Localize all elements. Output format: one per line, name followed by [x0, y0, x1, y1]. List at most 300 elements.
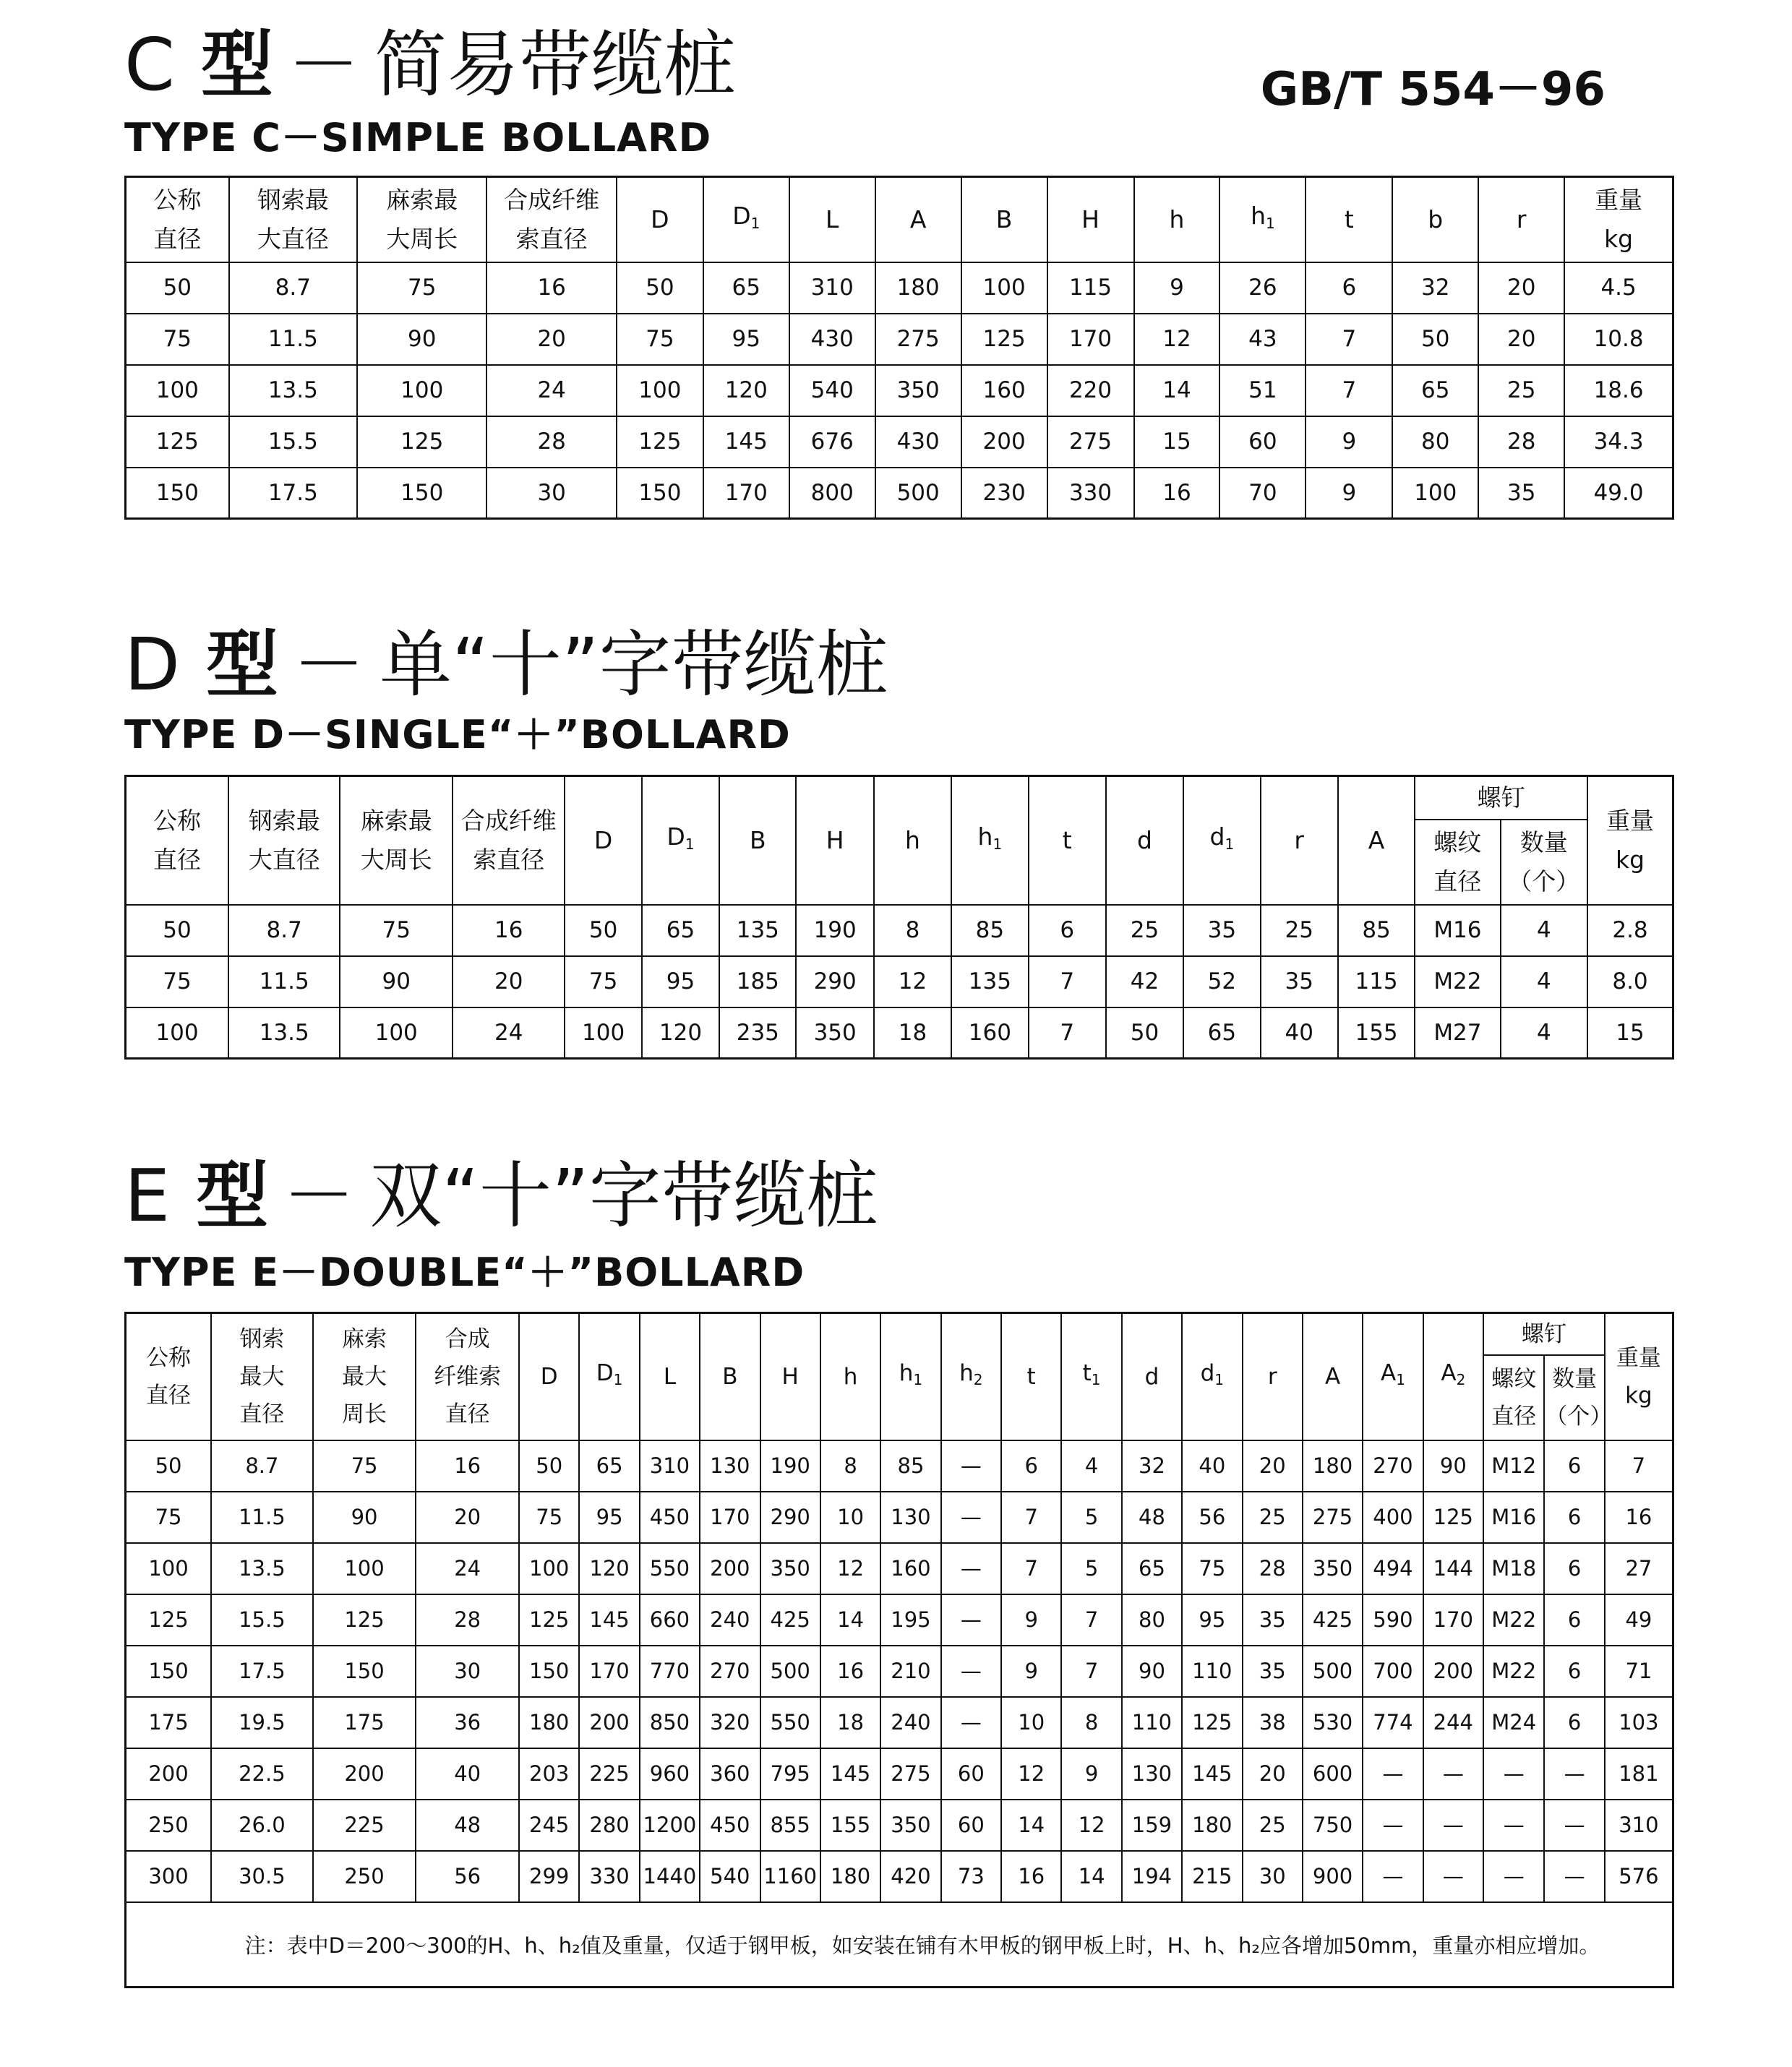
type-c-cell: 49.0 — [1564, 468, 1673, 519]
type-d-header-10-symbol: h — [977, 822, 993, 851]
type-e-header-15 — [1122, 1313, 1182, 1440]
type-e-row-200 — [126, 1748, 1673, 1800]
type-c-header-9-line-1: B — [995, 205, 1013, 233]
type-e-cell: 425 — [1303, 1594, 1363, 1646]
type-e-cell: 48 — [1122, 1492, 1182, 1543]
type-d-body — [126, 905, 1673, 1059]
type-e-cell: 75 — [519, 1492, 579, 1543]
type-c-cell: 17.5 — [229, 468, 357, 519]
type-e-note-row — [126, 1902, 1673, 1988]
type-d-cell: 65 — [642, 905, 719, 956]
type-e-header-19-symbol: A — [1380, 1360, 1397, 1387]
type-e-row-125 — [126, 1594, 1673, 1646]
type-e-cell: 310 — [1605, 1800, 1673, 1851]
type-d-header-13 — [1183, 776, 1260, 905]
type-c-header-1-line-1: 公称 — [153, 185, 202, 214]
type-e-cell: 550 — [760, 1697, 820, 1748]
type-d-cell: M16 — [1415, 905, 1500, 956]
type-e-cell: 225 — [579, 1748, 639, 1800]
type-c-header-3 — [357, 177, 486, 262]
type-c-header-10 — [1047, 177, 1134, 262]
type-e-header-2-line-2: 最大 — [239, 1363, 285, 1390]
type-c-cell: 80 — [1392, 416, 1478, 468]
type-d-header-screw-1-line-1: 螺纹 — [1433, 828, 1482, 856]
type-e-cell: 170 — [1423, 1594, 1483, 1646]
type-c-body — [126, 262, 1673, 519]
type-e-cell: 795 — [760, 1748, 820, 1800]
type-e-cell: 40 — [1182, 1440, 1242, 1492]
type-e-cell: 24 — [416, 1543, 519, 1594]
type-d-cell: 12 — [874, 956, 951, 1007]
type-d-cell: 11.5 — [228, 956, 340, 1007]
type-c-header-1 — [126, 177, 229, 262]
type-e-cell: 144 — [1423, 1543, 1483, 1594]
type-e-cell: 203 — [519, 1748, 579, 1800]
type-e-cell: 200 — [700, 1543, 760, 1594]
type-e-cell: 4 — [1061, 1440, 1121, 1492]
type-d-header-2-line-1: 钢索最 — [248, 806, 320, 835]
type-e-cell: — — [1423, 1851, 1483, 1902]
type-e-cell: 85 — [880, 1440, 940, 1492]
type-d-header-6-symbol: D — [666, 822, 685, 851]
type-c-cell: 125 — [357, 416, 486, 468]
type-d-cell: 16 — [453, 905, 565, 956]
type-c-cell: 120 — [703, 365, 789, 416]
type-e-header-screw-2-line-1: 数量 — [1552, 1365, 1598, 1392]
type-e-cell: — — [1363, 1748, 1423, 1800]
type-e-cell: 14 — [1001, 1800, 1061, 1851]
type-d-header-12-line-1: d — [1137, 825, 1152, 854]
type-e-header-10-line-1: h — [843, 1363, 858, 1390]
type-c-cell: 8.7 — [229, 262, 357, 314]
type-e-type-char: 型 — [196, 1153, 269, 1238]
type-d-cell: 8.7 — [228, 905, 340, 956]
type-e-cell: 1440 — [640, 1851, 700, 1902]
type-e-header-6-subscript: 1 — [613, 1371, 623, 1389]
type-e-cell: 145 — [579, 1594, 639, 1646]
type-e-cell: 900 — [1303, 1851, 1363, 1902]
type-e-cell: 210 — [880, 1646, 940, 1697]
type-c-dash: － — [287, 22, 360, 107]
type-e-cell: 6 — [1544, 1440, 1604, 1492]
type-d-header-screw-1 — [1415, 820, 1500, 905]
type-c-row-75 — [126, 314, 1673, 365]
type-d-header-2 — [228, 776, 340, 905]
type-c-header-12 — [1219, 177, 1306, 262]
type-e-cell: 12 — [1001, 1748, 1061, 1800]
type-d-header-7 — [719, 776, 796, 905]
type-e-cell: 190 — [760, 1440, 820, 1492]
type-e-cell: 22.5 — [211, 1748, 313, 1800]
type-e-row-150 — [126, 1646, 1673, 1697]
type-e-cell: 80 — [1122, 1594, 1182, 1646]
type-e-cell: 8.7 — [211, 1440, 313, 1492]
type-e-cell: 25 — [1243, 1800, 1303, 1851]
type-c-cell: 20 — [486, 314, 616, 365]
type-c-cell: 75 — [126, 314, 229, 365]
type-d-cell: 75 — [340, 905, 453, 956]
type-e-cell: 73 — [941, 1851, 1001, 1902]
type-d-cell: 235 — [719, 1007, 796, 1059]
type-c-header-4-line-2: 索直径 — [515, 224, 588, 253]
type-e-cell: 500 — [760, 1646, 820, 1697]
type-c-header-16 — [1564, 177, 1673, 262]
type-e-cell: 110 — [1182, 1646, 1242, 1697]
type-c-cell: 60 — [1219, 416, 1306, 468]
type-c-header-7-line-1: L — [826, 205, 839, 233]
type-d-code: D — [124, 622, 181, 707]
type-e-header-11 — [880, 1313, 940, 1440]
type-d-row-100 — [126, 1007, 1673, 1059]
type-c-row-100 — [126, 365, 1673, 416]
type-c-code: C — [124, 22, 175, 107]
type-d-type-char: 型 — [206, 622, 279, 707]
type-d-cell: 50 — [126, 905, 228, 956]
type-e-row-300 — [126, 1851, 1673, 1902]
type-e-cell: 270 — [1363, 1440, 1423, 1492]
type-c-cell: 100 — [357, 365, 486, 416]
type-e-header-13-line-1: t — [1026, 1363, 1036, 1390]
type-d-header-10 — [951, 776, 1028, 905]
type-c-cell: 50 — [1392, 314, 1478, 365]
type-d-cell: 35 — [1261, 956, 1338, 1007]
type-c-cell: 25 — [1478, 365, 1564, 416]
type-e-header-screw-2 — [1544, 1355, 1613, 1440]
type-d-cn-title: 单“十”字带缆桩 — [380, 622, 888, 707]
type-e-cell: 90 — [1423, 1440, 1483, 1492]
type-c-header-15 — [1478, 177, 1564, 262]
type-e-header-9 — [760, 1313, 820, 1440]
type-d-header-1-line-1: 公称 — [153, 806, 201, 835]
type-e-header-3-line-1: 麻索 — [342, 1325, 387, 1352]
type-e-header-screw-1-line-2: 直径 — [1491, 1403, 1537, 1430]
type-d-cell: 7 — [1029, 956, 1106, 1007]
type-d-header-6 — [642, 776, 719, 905]
type-e-cell: 20 — [1243, 1748, 1303, 1800]
type-d-cell: 85 — [1338, 905, 1415, 956]
type-e-cell: 330 — [579, 1851, 639, 1902]
type-c-header-13 — [1306, 177, 1392, 262]
type-e-cell: 49 — [1605, 1594, 1673, 1646]
type-e-cell: 280 — [579, 1800, 639, 1851]
type-c-cell: 6 — [1306, 262, 1392, 314]
type-c-cell: 100 — [126, 365, 229, 416]
type-c-header-16-line-1: 重量 — [1595, 185, 1643, 214]
type-d-cell: 95 — [642, 956, 719, 1007]
type-e-row-75 — [126, 1492, 1673, 1543]
type-e-cell: 275 — [1303, 1492, 1363, 1543]
type-d-cell: 4 — [1501, 956, 1587, 1007]
type-e-header-3 — [313, 1313, 416, 1440]
type-e-cell: 350 — [1303, 1543, 1363, 1594]
type-e-cell: 180 — [519, 1697, 579, 1748]
type-e-cell: 100 — [519, 1543, 579, 1594]
type-e-cell: 27 — [1605, 1543, 1673, 1594]
type-e-cell: 50 — [126, 1440, 212, 1492]
type-e-cell: 6 — [1001, 1440, 1061, 1492]
type-c-cell: 75 — [357, 262, 486, 314]
type-c-cell: 230 — [961, 468, 1047, 519]
type-e-header-16-subscript: 1 — [1214, 1371, 1225, 1389]
type-e-title — [124, 1153, 878, 1238]
type-e-cell: 750 — [1303, 1800, 1363, 1851]
type-e-cell: — — [941, 1594, 1001, 1646]
type-e-cell: 850 — [640, 1697, 700, 1748]
type-e-cell: 10 — [820, 1492, 880, 1543]
type-e-cell: 245 — [519, 1800, 579, 1851]
type-c-cell: 16 — [1134, 468, 1220, 519]
type-d-header-weight — [1587, 776, 1673, 905]
type-e-cell: — — [1483, 1851, 1544, 1902]
type-e-cell: 9 — [1001, 1594, 1061, 1646]
type-e-cell: 9 — [1001, 1646, 1061, 1697]
type-c-type-char: 型 — [200, 22, 273, 107]
type-e-header-20-subscript: 2 — [1456, 1371, 1466, 1389]
type-c-cell: 150 — [126, 468, 229, 519]
type-c-cell: 30 — [486, 468, 616, 519]
type-e-cell: 65 — [579, 1440, 639, 1492]
type-c-header-5-line-1: D — [651, 205, 669, 233]
type-c-cell: 9 — [1306, 416, 1392, 468]
type-e-header-1-line-2: 直径 — [146, 1382, 192, 1409]
type-e-cell: 75 — [1182, 1543, 1242, 1594]
type-e-header-weight-line-1: 重量 — [1616, 1344, 1661, 1371]
type-e-cell: 240 — [700, 1594, 760, 1646]
type-d-cell: 290 — [796, 956, 873, 1007]
type-c-cell: 125 — [126, 416, 229, 468]
type-c-cn-title: 简易带缆桩 — [374, 22, 736, 107]
type-d-cell: 190 — [796, 905, 873, 956]
type-c-cell: 200 — [961, 416, 1047, 468]
type-e-cell: 181 — [1605, 1748, 1673, 1800]
type-d-header-11-line-1: t — [1062, 825, 1072, 854]
type-d-header-15-line-1: A — [1368, 825, 1385, 854]
type-e-cell: 90 — [1122, 1646, 1182, 1697]
type-d-cell: 135 — [951, 956, 1028, 1007]
type-e-header-3-line-3: 周长 — [342, 1401, 387, 1427]
type-e-cell: 150 — [519, 1646, 579, 1697]
type-c-cell: 11.5 — [229, 314, 357, 365]
type-e-header-weight — [1605, 1313, 1673, 1440]
type-e-cell: 95 — [1182, 1594, 1242, 1646]
type-c-cell: 10.8 — [1564, 314, 1673, 365]
type-d-header-5 — [565, 776, 641, 905]
type-c-header-8-line-1: A — [909, 205, 927, 233]
type-e-en-title: TYPE E－DOUBLE“＋”BOLLARD — [124, 1250, 805, 1295]
type-e-cell: 5 — [1061, 1492, 1121, 1543]
type-c-cell: 115 — [1047, 262, 1134, 314]
type-e-cell: 10 — [1001, 1697, 1061, 1748]
type-c-header-4 — [486, 177, 616, 262]
type-e-cell: 7 — [1001, 1492, 1061, 1543]
type-e-cell: 576 — [1605, 1851, 1673, 1902]
type-d-cell: 7 — [1029, 1007, 1106, 1059]
type-e-cell: — — [941, 1697, 1001, 1748]
type-e-cell: 32 — [1122, 1440, 1182, 1492]
type-e-cell: 960 — [640, 1748, 700, 1800]
type-c-header-14-line-1: b — [1428, 205, 1444, 233]
type-d-cell: 35 — [1183, 905, 1260, 956]
type-e-cell: 159 — [1122, 1800, 1182, 1851]
type-c-cell: 4.5 — [1564, 262, 1673, 314]
type-d-header-weight-line-1: 重量 — [1606, 806, 1654, 835]
type-e-cell: M16 — [1483, 1492, 1544, 1543]
type-c-cell: 12 — [1134, 314, 1220, 365]
type-e-cell: M24 — [1483, 1697, 1544, 1748]
type-e-cell: 8 — [1061, 1697, 1121, 1748]
type-e-cell: — — [941, 1492, 1001, 1543]
type-e-cell: 60 — [941, 1800, 1001, 1851]
type-e-cell: 450 — [700, 1800, 760, 1851]
type-e-header-4-line-2: 纤维索 — [434, 1363, 502, 1390]
type-e-cell: 494 — [1363, 1543, 1423, 1594]
type-d-title — [124, 622, 888, 707]
type-e-header-6-symbol: D — [596, 1360, 614, 1387]
type-c-en-title: TYPE C－SIMPLE BOLLARD — [124, 115, 712, 160]
type-d-header-15 — [1338, 776, 1415, 905]
type-c-header-11-line-1: h — [1169, 205, 1185, 233]
type-e-header-16-symbol: d — [1200, 1360, 1215, 1387]
type-e-header-18 — [1303, 1313, 1363, 1440]
type-e-cell: 250 — [126, 1800, 212, 1851]
type-e-cell: 125 — [126, 1594, 212, 1646]
type-d-cell: 4 — [1501, 1007, 1587, 1059]
type-d-header-row-1 — [126, 776, 1673, 820]
type-c-cell: 20 — [1478, 262, 1564, 314]
type-c-cell: 90 — [357, 314, 486, 365]
type-c-header-9 — [961, 177, 1047, 262]
type-c-cell: 100 — [1392, 468, 1478, 519]
type-d-cell: 120 — [642, 1007, 719, 1059]
type-e-header-4 — [416, 1313, 519, 1440]
type-e-cell: 125 — [519, 1594, 579, 1646]
type-e-header-screw-group: 螺钉 — [1483, 1313, 1605, 1355]
type-d-cell: 6 — [1029, 905, 1106, 956]
type-c-cell: 150 — [617, 468, 703, 519]
type-d-cell: 24 — [453, 1007, 565, 1059]
type-e-cell: 250 — [313, 1851, 416, 1902]
type-e-cell: 28 — [1243, 1543, 1303, 1594]
type-e-cell: 11.5 — [211, 1492, 313, 1543]
type-c-cell: 20 — [1478, 314, 1564, 365]
type-e-header-screw-1-line-1: 螺纹 — [1491, 1365, 1537, 1392]
type-e-header-13 — [1001, 1313, 1061, 1440]
type-d-header-4 — [453, 776, 565, 905]
type-d-cell: 350 — [796, 1007, 873, 1059]
type-e-code: E — [124, 1153, 171, 1238]
type-e-cell: — — [941, 1646, 1001, 1697]
type-c-cell: 676 — [789, 416, 875, 468]
type-e-header-8-line-1: B — [722, 1363, 738, 1390]
type-e-cell: 540 — [700, 1851, 760, 1902]
type-d-header-3 — [340, 776, 453, 905]
type-e-header-8 — [700, 1313, 760, 1440]
type-e-row-250 — [126, 1800, 1673, 1851]
type-d-header-13-subscript: 1 — [1225, 835, 1235, 853]
type-e-cell: 8 — [820, 1440, 880, 1492]
type-e-cell: 95 — [579, 1492, 639, 1543]
type-c-cell: 65 — [1392, 365, 1478, 416]
type-e-header-7 — [640, 1313, 700, 1440]
type-c-cell: 43 — [1219, 314, 1306, 365]
type-e-cell: 1160 — [760, 1851, 820, 1902]
type-e-cell: 28 — [416, 1594, 519, 1646]
type-e-header-19-subscript: 1 — [1396, 1371, 1405, 1389]
type-c-header-2-line-2: 大直径 — [257, 224, 329, 253]
type-e-cell: 35 — [1243, 1594, 1303, 1646]
type-e-header-20-symbol: A — [1441, 1360, 1457, 1387]
type-c-header-6-symbol: D — [732, 201, 751, 230]
type-c-cell: 7 — [1306, 314, 1392, 365]
type-e-cell: 150 — [126, 1646, 212, 1697]
type-e-header-4-line-1: 合成 — [445, 1325, 490, 1352]
type-e-cell: 530 — [1303, 1697, 1363, 1748]
type-d-cell: 50 — [1106, 1007, 1183, 1059]
type-e-row-100 — [126, 1543, 1673, 1594]
type-e-header-2 — [211, 1313, 313, 1440]
type-d-cell: 160 — [951, 1007, 1028, 1059]
type-e-cell: 770 — [640, 1646, 700, 1697]
type-c-cell: 310 — [789, 262, 875, 314]
type-e-cell: 30 — [416, 1646, 519, 1697]
type-e-header-20 — [1423, 1313, 1483, 1440]
type-d-cell: 85 — [951, 905, 1028, 956]
type-d-en-title: TYPE D－SINGLE“＋”BOLLARD — [124, 712, 791, 757]
type-c-header-6-subscript: 1 — [750, 214, 760, 232]
type-c-cell: 275 — [875, 314, 961, 365]
type-e-cell: 16 — [820, 1646, 880, 1697]
type-d-cell: 42 — [1106, 956, 1183, 1007]
type-d-cell: 115 — [1338, 956, 1415, 1007]
type-c-cell: 160 — [961, 365, 1047, 416]
type-e-cell: — — [1363, 1800, 1423, 1851]
type-e-header-12-subscript: 2 — [973, 1371, 983, 1389]
type-e-header-3-line-2: 最大 — [342, 1363, 387, 1390]
type-d-table — [124, 775, 1674, 1060]
type-e-cell: 200 — [579, 1697, 639, 1748]
type-e-cell: 125 — [1423, 1492, 1483, 1543]
type-e-cell: 125 — [1182, 1697, 1242, 1748]
type-c-cell: 100 — [617, 365, 703, 416]
type-d-header-1-line-2: 直径 — [153, 845, 201, 874]
type-e-cell: 110 — [1122, 1697, 1182, 1748]
type-e-cell: 400 — [1363, 1492, 1423, 1543]
type-e-cell: 350 — [880, 1800, 940, 1851]
type-d-header-7-line-1: B — [749, 825, 766, 854]
type-e-cell: 600 — [1303, 1748, 1363, 1800]
type-e-cell: 12 — [820, 1543, 880, 1594]
type-e-cell: 145 — [1182, 1748, 1242, 1800]
type-e-row-50 — [126, 1440, 1673, 1492]
type-c-cell: 16 — [486, 262, 616, 314]
type-d-header-8-line-1: H — [826, 825, 844, 854]
type-e-cell: 450 — [640, 1492, 700, 1543]
type-c-cell: 220 — [1047, 365, 1134, 416]
type-c-header-10-line-1: H — [1081, 205, 1099, 233]
type-c-cell: 430 — [789, 314, 875, 365]
type-e-cell: 18 — [820, 1697, 880, 1748]
type-e-cell: 180 — [1182, 1800, 1242, 1851]
type-d-header-4-line-1: 合成纤维 — [460, 806, 557, 835]
type-e-cell: 125 — [313, 1594, 416, 1646]
type-e-cell: 170 — [579, 1646, 639, 1697]
type-c-cell: 14 — [1134, 365, 1220, 416]
type-d-header-11 — [1029, 776, 1106, 905]
type-c-cell: 170 — [1047, 314, 1134, 365]
type-e-cell: 550 — [640, 1543, 700, 1594]
type-d-cell: 20 — [453, 956, 565, 1007]
type-e-cell: 7 — [1061, 1646, 1121, 1697]
